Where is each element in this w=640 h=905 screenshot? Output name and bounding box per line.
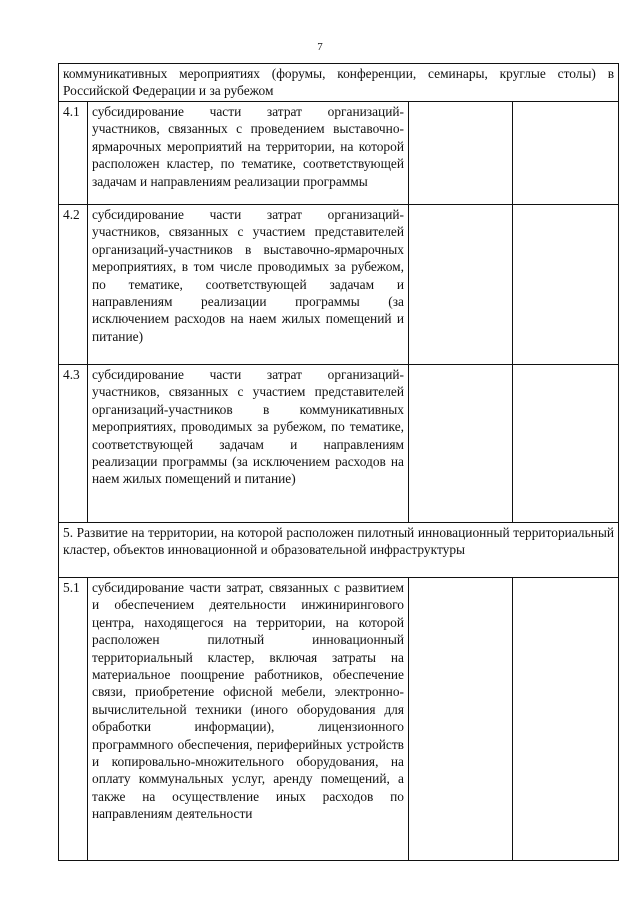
table-row-section-5 [59, 523, 619, 578]
page-number: 7 [317, 41, 323, 53]
row-number: 4.1 [59, 102, 88, 205]
section-5-heading: 5. Развитие на территории, на которой расположен пилотный инновационный территориальный кластер, объектов инновационной и образовательной инфраструктуры [59, 523, 619, 578]
row-description: субсидирование части затрат организаций-участников, связанных с участием представителей организаций-участников в выставочно-ярмарочных мероприятиях, в том числе проводимых за рубежом, по тематике, соответствующей задачам и направлениям реализации программы (за исключением расходов на наем жилых помещений и питание) [88, 205, 409, 365]
row-description: субсидирование части затрат, связанных с развитием и обеспечением деятельности инжинирингового центра, находящегося на территории, на которой расположен пилотный инновационный территориальный кластер, включая затраты на материальное поощрение работников, обеспечение связи, приобретение офисной мебели, электронно-вычислительной техники (иного оборудования для обработки информации), лицензионного программного обеспечения, периферийных устройств и копировально-множительного оборудования, на оплату коммунальных услуг, аренду помещений, а также на осуществление иных расходов по направлениям деятельности [88, 578, 409, 861]
row-description: субсидирование части затрат организаций-участников, связанных с участием представителей организаций-участников в коммуникативных мероприятиях, проводимых за рубежом, по тематике, соответствующей задачам и направлениям реализации программы (за исключением расходов на наем жилых помещений и питание) [88, 365, 409, 523]
row-number: 5.1 [59, 578, 88, 861]
table-row-5-1 [59, 578, 619, 861]
table-row-4-3 [59, 365, 619, 523]
empty-cell [409, 205, 513, 365]
empty-cell [513, 102, 619, 205]
empty-cell [513, 578, 619, 861]
program-table [58, 63, 619, 861]
table-row-4-2 [59, 205, 619, 365]
empty-cell [409, 102, 513, 205]
row-description: субсидирование части затрат организаций-участников, связанных с проведением выставочно-ярмарочных мероприятий на территории, на которой расположен кластер, по тематике, соответствующей задачам и направлениям реализации программы [88, 102, 409, 205]
empty-cell [513, 205, 619, 365]
empty-cell [513, 365, 619, 523]
row-number: 4.2 [59, 205, 88, 365]
empty-cell [409, 365, 513, 523]
empty-cell [409, 578, 513, 861]
table-row-4-1 [59, 102, 619, 205]
table-row-section-continuation [59, 64, 619, 102]
row-number: 4.3 [59, 365, 88, 523]
section-continuation-text: коммуникативных мероприятиях (форумы, конференции, семинары, круглые столы) в Российской Федерации и за рубежом [59, 64, 619, 102]
